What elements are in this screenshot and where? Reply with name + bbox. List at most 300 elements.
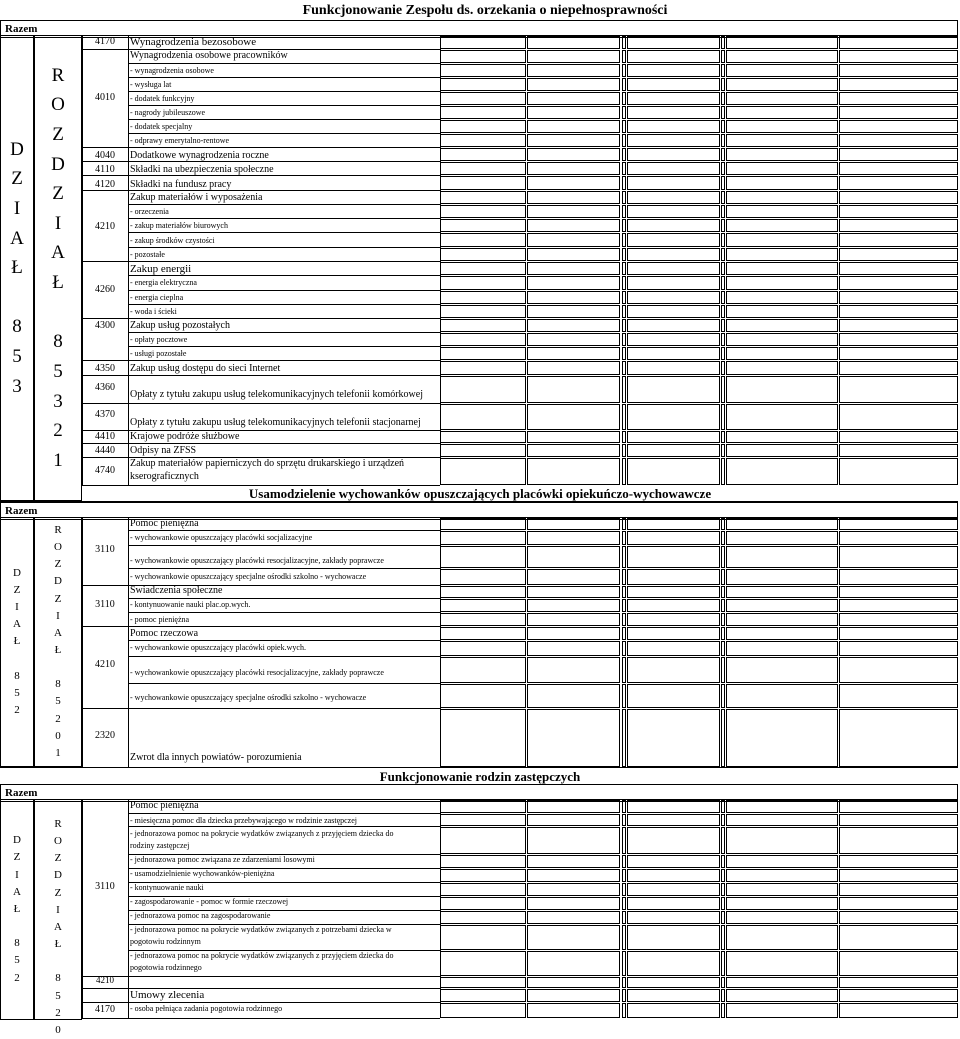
table-rule — [128, 868, 440, 869]
amount-cell — [627, 458, 720, 485]
amount-cell — [721, 925, 725, 950]
code-4370: 4370 — [95, 409, 115, 420]
amount-cell — [721, 855, 725, 868]
amount-cell — [627, 148, 720, 161]
amount-cell — [721, 219, 725, 232]
amount-cell — [721, 569, 725, 585]
amount-cell — [726, 191, 838, 204]
amount-cell — [627, 657, 720, 683]
table-rule — [128, 517, 129, 767]
amount-cell — [622, 977, 626, 988]
amount-cell — [527, 827, 620, 854]
amount-cell — [622, 951, 626, 976]
amount-cell — [726, 627, 838, 640]
amount-cell — [721, 376, 725, 403]
table-rule — [82, 360, 128, 361]
amount-cell — [440, 897, 526, 910]
dzial-853-label: D Z I A Ł 8 5 3 — [10, 138, 24, 397]
row-label: pogotowiu rodzinnym — [130, 937, 201, 946]
row-label: - woda i ścieki — [130, 307, 177, 316]
amount-cell — [839, 814, 958, 826]
table-rule — [82, 517, 83, 767]
razem-row: Razem — [0, 784, 958, 802]
amount-cell — [527, 546, 620, 568]
amount-cell — [726, 684, 838, 708]
amount-cell — [839, 989, 958, 1002]
amount-cell — [839, 92, 958, 105]
amount-cell — [839, 569, 958, 585]
amount-cell — [721, 191, 725, 204]
amount-cell — [721, 883, 725, 896]
table-rule — [82, 175, 128, 176]
amount-cell — [622, 531, 626, 545]
amount-cell — [726, 546, 838, 568]
amount-cell — [440, 78, 526, 91]
amount-cell — [440, 814, 526, 826]
amount-cell — [726, 569, 838, 585]
amount-cell — [440, 586, 526, 598]
row-label: pogotowia rodzinnego — [130, 963, 202, 972]
row-label: Zakup materiałów papierniczych do sprzętu drukarskiego i urządzeń — [130, 458, 405, 469]
dzial-852 — [0, 517, 34, 767]
amount-cell — [627, 883, 720, 896]
amount-cell — [627, 36, 720, 49]
amount-cell — [440, 305, 526, 318]
amount-cell — [440, 347, 526, 360]
amount-cell — [721, 233, 725, 247]
row-label: - kontynuowanie nauki plac.op.wych. — [130, 600, 251, 609]
row-label: - dodatek specjalny — [130, 122, 193, 131]
table-rule — [128, 976, 440, 977]
amount-cell — [726, 897, 838, 910]
amount-cell — [627, 800, 720, 813]
amount-cell — [839, 518, 958, 530]
row-label: Opłaty z tytułu zakupu usług telekomunikacyjnych telefonii komórkowej — [130, 389, 423, 400]
row-label: - opłaty pocztowe — [130, 335, 188, 344]
amount-cell — [440, 518, 526, 530]
amount-cell — [622, 431, 626, 443]
amount-cell — [726, 78, 838, 91]
amount-cell — [622, 134, 626, 147]
amount-cell — [627, 518, 720, 530]
code-4210: 4210 — [96, 975, 114, 985]
row-label: Swiadczenia społeczne — [130, 585, 223, 596]
amount-cell — [721, 404, 725, 430]
amount-cell — [527, 800, 620, 813]
amount-cell — [622, 709, 626, 767]
amount-cell — [622, 361, 626, 375]
amount-cell — [527, 531, 620, 545]
amount-cell — [527, 262, 620, 275]
amount-cell — [726, 248, 838, 261]
amount-cell — [839, 531, 958, 545]
amount-cell — [440, 106, 526, 119]
amount-cell — [627, 219, 720, 232]
amount-cell — [627, 911, 720, 924]
amount-cell — [726, 205, 838, 218]
row-label: - wychowankowie opuszczający specjalne ośrodki szkolno - wychowacze — [130, 693, 367, 702]
table-rule — [128, 261, 440, 262]
amount-cell — [627, 709, 720, 767]
amount-cell — [622, 376, 626, 403]
code-2320: 2320 — [95, 730, 115, 741]
amount-cell — [440, 64, 526, 77]
table-rule — [128, 826, 440, 827]
table-rule — [128, 204, 440, 205]
amount-cell — [721, 205, 725, 218]
rozdzial-85321 — [34, 35, 82, 501]
amount-cell — [627, 586, 720, 598]
amount-cell — [440, 883, 526, 896]
table-rule — [128, 105, 440, 106]
amount-cell — [527, 305, 620, 318]
table-rule — [128, 375, 440, 376]
code-4440: 4440 — [95, 445, 115, 456]
amount-cell — [839, 233, 958, 247]
amount-cell — [721, 148, 725, 161]
amount-cell — [839, 951, 958, 976]
amount-cell — [622, 176, 626, 190]
amount-cell — [726, 291, 838, 304]
amount-cell — [627, 897, 720, 910]
amount-cell — [721, 657, 725, 683]
amount-cell — [527, 518, 620, 530]
amount-cell — [627, 613, 720, 626]
amount-cell — [627, 176, 720, 190]
row-label: - energia elektryczna — [130, 278, 197, 287]
amount-cell — [721, 627, 725, 640]
amount-cell — [622, 897, 626, 910]
amount-cell — [440, 176, 526, 190]
amount-cell — [721, 641, 725, 656]
rozdzial-85201-label: R O Z D Z I A Ł 8 5 2 0 1 — [54, 523, 62, 759]
amount-cell — [721, 586, 725, 598]
amount-cell — [627, 191, 720, 204]
amount-cell — [627, 333, 720, 346]
amount-cell — [726, 641, 838, 656]
amount-cell — [527, 361, 620, 375]
amount-cell — [721, 531, 725, 545]
amount-cell — [527, 106, 620, 119]
amount-cell — [527, 925, 620, 950]
amount-cell — [622, 657, 626, 683]
table-rule — [128, 304, 440, 305]
amount-cell — [726, 444, 838, 457]
table-rule — [128, 656, 440, 657]
amount-cell — [527, 162, 620, 175]
amount-cell — [721, 176, 725, 190]
table-rule — [128, 332, 440, 333]
amount-cell — [839, 800, 958, 813]
amount-cell — [726, 305, 838, 318]
amount-cell — [721, 305, 725, 318]
row-label: Pomoc pieniężna — [130, 800, 199, 811]
table-rule — [128, 612, 440, 613]
table-rule — [128, 485, 440, 486]
amount-cell — [622, 305, 626, 318]
amount-cell — [622, 586, 626, 598]
amount-cell — [627, 444, 720, 457]
amount-cell — [440, 684, 526, 708]
amount-cell — [839, 444, 958, 457]
code-4410: 4410 — [95, 431, 115, 442]
table-rule — [128, 708, 440, 709]
amount-cell — [622, 827, 626, 854]
code-4170: 4170 — [95, 1004, 115, 1015]
row-label: - pomoc pieniężna — [130, 615, 190, 624]
amount-cell — [622, 248, 626, 261]
amount-cell — [721, 162, 725, 175]
amount-cell — [839, 291, 958, 304]
amount-cell — [839, 78, 958, 91]
amount-cell — [440, 709, 526, 767]
dzial-852-label: D Z I A Ł 8 5 2 — [13, 566, 21, 717]
amount-cell — [627, 347, 720, 360]
amount-cell — [627, 305, 720, 318]
amount-cell — [839, 361, 958, 375]
amount-cell — [726, 233, 838, 247]
amount-cell — [527, 613, 620, 626]
amount-cell — [721, 458, 725, 485]
amount-cell — [726, 148, 838, 161]
amount-cell — [440, 50, 526, 63]
amount-cell — [440, 219, 526, 232]
table-rule — [128, 218, 440, 219]
table-rule — [128, 568, 440, 569]
amount-cell — [527, 684, 620, 708]
row-label: - jednorazowa pomoc na pokrycie wydatków związanych z przyjęciem dziecka do — [130, 951, 394, 960]
amount-cell — [622, 546, 626, 568]
amount-cell — [627, 814, 720, 826]
amount-cell — [726, 431, 838, 443]
amount-cell — [627, 120, 720, 133]
row-label: - jednorazowa pomoc związana ze zdarzeniami losowymi — [130, 855, 315, 864]
amount-cell — [440, 291, 526, 304]
amount-cell — [622, 404, 626, 430]
table-rule — [0, 767, 958, 768]
amount-cell — [721, 897, 725, 910]
table-rule — [82, 147, 128, 148]
amount-cell — [527, 641, 620, 656]
row-label: Wynagrodzenia bezosobowe — [130, 36, 257, 48]
amount-cell — [527, 977, 620, 988]
amount-cell — [622, 78, 626, 91]
amount-cell — [839, 333, 958, 346]
amount-cell — [721, 989, 725, 1002]
row-label: - orzeczenia — [130, 207, 169, 216]
table-rule — [0, 517, 958, 518]
amount-cell — [440, 191, 526, 204]
amount-cell — [726, 827, 838, 854]
amount-cell — [627, 431, 720, 443]
amount-cell — [440, 36, 526, 49]
amount-cell — [527, 50, 620, 63]
amount-cell — [726, 869, 838, 882]
amount-cell — [839, 599, 958, 612]
amount-cell — [839, 106, 958, 119]
amount-cell — [622, 989, 626, 1002]
amount-cell — [721, 977, 725, 988]
amount-cell — [622, 444, 626, 457]
row-label: - jednorazowa pomoc na pokrycie wydatków związanych z potrzebami dziecka w — [130, 925, 392, 934]
table-rule — [82, 976, 128, 977]
amount-cell — [726, 911, 838, 924]
amount-cell — [726, 883, 838, 896]
table-rule — [82, 485, 128, 486]
table-rule — [128, 161, 440, 162]
amount-cell — [622, 627, 626, 640]
amount-cell — [726, 50, 838, 63]
amount-cell — [627, 546, 720, 568]
amount-cell — [622, 855, 626, 868]
row-label: - wychowankowie opuszczający placówki socjalizacyjne — [130, 533, 313, 542]
amount-cell — [622, 684, 626, 708]
table-rule — [82, 708, 128, 709]
amount-cell — [527, 120, 620, 133]
row-label: - osoba pełniąca zadania pogotowia rodzinnego — [130, 1004, 283, 1013]
amount-cell — [839, 657, 958, 683]
amount-cell — [721, 50, 725, 63]
table-rule — [128, 175, 440, 176]
dzial-852 — [0, 799, 34, 1020]
row-label: - miesięczna pomoc dla dziecka przebywającego w rodzinie zastępczej — [130, 816, 357, 825]
amount-cell — [622, 641, 626, 656]
amount-cell — [527, 205, 620, 218]
amount-cell — [726, 92, 838, 105]
amount-cell — [440, 827, 526, 854]
table-rule — [128, 854, 440, 855]
amount-cell — [527, 248, 620, 261]
amount-cell — [527, 657, 620, 683]
amount-cell — [622, 205, 626, 218]
amount-cell — [839, 627, 958, 640]
amount-cell — [627, 989, 720, 1002]
amount-cell — [622, 800, 626, 813]
amount-cell — [622, 162, 626, 175]
amount-cell — [440, 134, 526, 147]
amount-cell — [726, 989, 838, 1002]
code-4170: 4170 — [95, 36, 115, 47]
amount-cell — [839, 641, 958, 656]
amount-cell — [622, 50, 626, 63]
amount-cell — [627, 827, 720, 854]
section-title-zespol: Funkcjonowanie Zespołu ds. orzekania o niepełnosprawności — [302, 3, 668, 18]
amount-cell — [627, 276, 720, 290]
amount-cell — [721, 869, 725, 882]
amount-cell — [527, 458, 620, 485]
row-label: - wychowankowie opuszczający placówki resocjalizacyjne, zakłady poprawcze — [130, 668, 384, 677]
amount-cell — [839, 120, 958, 133]
amount-cell — [527, 911, 620, 924]
amount-cell — [726, 106, 838, 119]
amount-cell — [622, 347, 626, 360]
dzial-852-label: D Z I A Ł 8 5 2 — [13, 834, 21, 984]
table-rule — [128, 49, 440, 50]
amount-cell — [721, 684, 725, 708]
amount-cell — [726, 404, 838, 430]
table-rule — [82, 1018, 128, 1019]
amount-cell — [839, 219, 958, 232]
amount-cell — [622, 518, 626, 530]
row-label: - zakup materiałów biurowych — [130, 221, 228, 230]
amount-cell — [839, 458, 958, 485]
amount-cell — [721, 291, 725, 304]
amount-cell — [721, 911, 725, 924]
amount-cell — [627, 569, 720, 585]
table-rule — [128, 545, 440, 546]
rozdzial-8520 — [34, 799, 82, 1036]
amount-cell — [440, 162, 526, 175]
amount-cell — [622, 233, 626, 247]
amount-cell — [721, 64, 725, 77]
row-label: Zakup usług dostępu do sieci Internet — [130, 363, 281, 374]
amount-cell — [726, 814, 838, 826]
code-4260: 4260 — [95, 284, 115, 295]
row-label: - zakup środków czystości — [130, 236, 215, 245]
amount-cell — [622, 319, 626, 332]
amount-cell — [839, 977, 958, 988]
row-label: Składki na fundusz pracy — [130, 179, 232, 190]
amount-cell — [839, 205, 958, 218]
amount-cell — [721, 347, 725, 360]
amount-cell — [440, 569, 526, 585]
amount-cell — [527, 814, 620, 826]
amount-cell — [527, 431, 620, 443]
amount-cell — [721, 444, 725, 457]
code-4120: 4120 — [95, 179, 115, 190]
amount-cell — [440, 627, 526, 640]
amount-cell — [527, 709, 620, 767]
amount-cell — [527, 444, 620, 457]
code-4010: 4010 — [95, 92, 115, 103]
table-rule — [82, 375, 128, 376]
amount-cell — [440, 989, 526, 1002]
amount-cell — [839, 319, 958, 332]
amount-cell — [726, 376, 838, 403]
table-rule — [82, 988, 128, 989]
row-label: Zwrot dla innych powiatów- porozumienia — [130, 752, 302, 763]
section-title-usamodzielnienie: Usamodzielenie wychowanków opuszczających placówki opiekuńczo-wychowawcze — [248, 486, 712, 501]
amount-cell — [726, 162, 838, 175]
amount-cell — [627, 684, 720, 708]
row-label: - nagrody jubileuszowe — [130, 108, 206, 117]
table-rule — [128, 443, 440, 444]
row-label: Pomoc pieniężna — [130, 518, 199, 529]
amount-cell — [726, 361, 838, 375]
amount-cell — [839, 162, 958, 175]
amount-cell — [440, 233, 526, 247]
table-rule — [128, 585, 440, 586]
row-label: kserograficznych — [130, 471, 199, 482]
table-rule — [440, 35, 441, 485]
amount-cell — [627, 319, 720, 332]
amount-cell — [721, 800, 725, 813]
row-label: Odpisy na ZFSS — [130, 445, 197, 456]
amount-cell — [622, 883, 626, 896]
amount-cell — [527, 219, 620, 232]
table-rule — [128, 190, 440, 191]
amount-cell — [839, 827, 958, 854]
row-label: - jednorazowa pomoc na pokrycie wydatków związanych z przyjęciem dziecka do — [130, 829, 394, 838]
table-rule — [128, 1018, 440, 1019]
table-rule — [128, 626, 440, 627]
amount-cell — [839, 50, 958, 63]
amount-cell — [440, 855, 526, 868]
amount-cell — [440, 92, 526, 105]
row-label: Składki na ubezpieczenia społeczne — [130, 164, 274, 175]
amount-cell — [627, 869, 720, 882]
amount-cell — [839, 134, 958, 147]
